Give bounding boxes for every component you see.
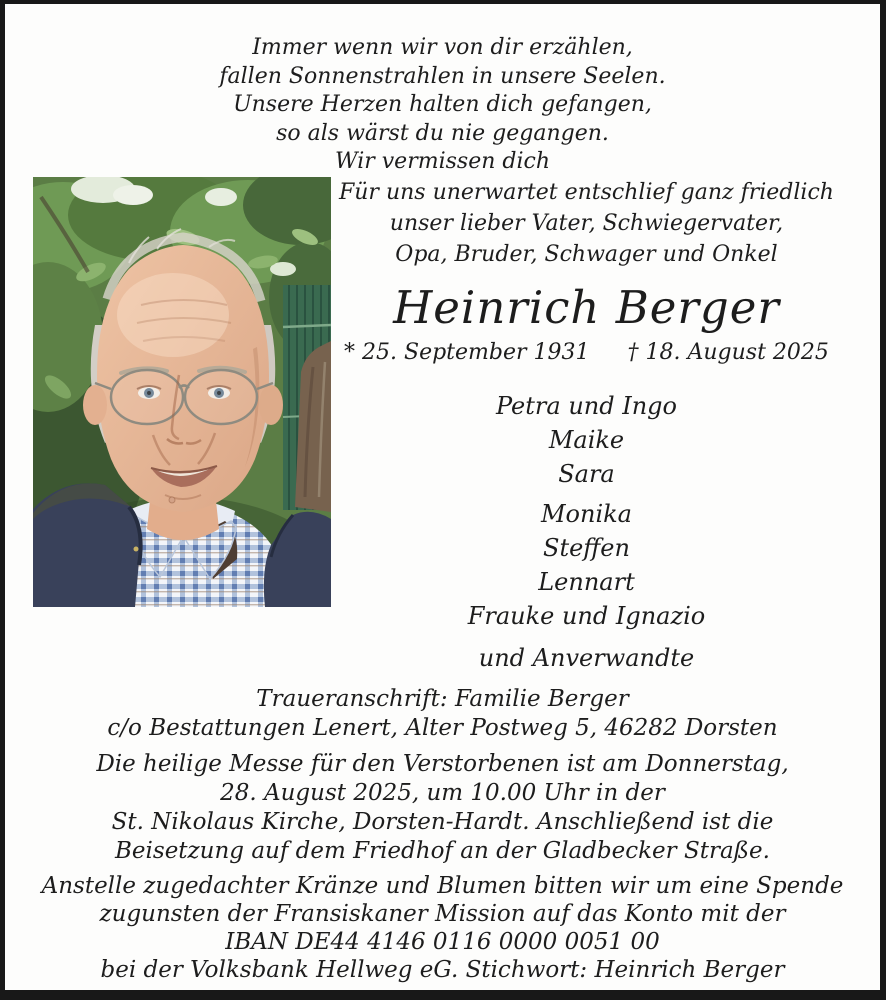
donation-line: IBAN DE44 4146 0116 0000 0051 00 — [225, 928, 660, 955]
mourner-name: Sara — [558, 459, 615, 488]
mourner-name: Lennart — [538, 567, 635, 596]
poem-line: fallen Sonnenstrahlen in unsere Seelen. — [219, 63, 666, 89]
chin-mole — [169, 497, 175, 503]
intro-line: Für uns unerwartet entschlief ganz friedlich — [339, 179, 834, 205]
mourner-name: Petra und Ingo — [495, 391, 677, 420]
service-line: 28. August 2025, um 10.00 Uhr in der — [220, 779, 665, 806]
poem-line: Wir vermissen dich — [334, 149, 550, 174]
service-line: Die heilige Messe für den Verstorbenen ist am Donnerstag, — [96, 750, 789, 777]
mourners-group-2 — [339, 497, 834, 633]
poem-line: Unsere Herzen halten dich gefangen, — [233, 92, 652, 117]
deceased-name: Heinrich Berger — [393, 280, 780, 334]
announcement-text — [339, 177, 834, 270]
intro-line: unser lieber Vater, Schwiegervater, — [389, 210, 784, 236]
announcement-column — [331, 177, 834, 675]
obituary-page — [5, 4, 880, 990]
donation-line: zugunsten der Fransiskaner Mission auf das Konto mit der — [99, 900, 786, 927]
life-dates — [339, 340, 834, 365]
death-date: † 18. August 2025 — [627, 339, 829, 365]
service-line: Beisetzung auf dem Friedhof an der Gladbecker Straße. — [115, 837, 770, 864]
right-ear — [259, 385, 283, 425]
donation-info — [5, 872, 880, 984]
address-line: Traueranschrift: Familie Berger — [256, 685, 629, 712]
birth-date: * 25. September 1931 — [344, 339, 590, 365]
mourners-closing: und Anverwandte — [478, 643, 695, 672]
details-section — [5, 685, 880, 984]
address-line: c/o Bestattungen Lenert, Alter Postweg 5, 46282 Dorsten — [107, 714, 778, 741]
mourner-name: Frauke und Ignazio — [467, 601, 706, 630]
portrait-photo — [33, 177, 331, 607]
poem-line: so als wärst du nie gegangen. — [276, 120, 609, 146]
donation-line: Anstelle zugedachter Kränze und Blumen bitten wir um eine Spende — [41, 872, 844, 899]
service-line: St. Nikolaus Kirche, Dorsten-Hardt. Anschließend ist die — [111, 808, 774, 835]
donation-line: bei der Volksbank Hellweg eG. Stichwort: Heinrich Berger — [100, 956, 785, 983]
funeral-service-info — [5, 750, 880, 866]
mourner-name: Maike — [548, 425, 625, 454]
intro-line: Opa, Bruder, Schwager und Onkel — [395, 241, 778, 267]
poem-line: Immer wenn wir von dir erzählen, — [252, 35, 633, 60]
main-section — [5, 177, 880, 675]
mourning-address — [5, 685, 880, 743]
mourners-group-1 — [339, 389, 834, 491]
memorial-poem — [5, 4, 880, 177]
mourner-name: Steffen — [543, 533, 630, 562]
left-ear — [83, 385, 107, 425]
mourner-name: Monika — [540, 499, 632, 528]
